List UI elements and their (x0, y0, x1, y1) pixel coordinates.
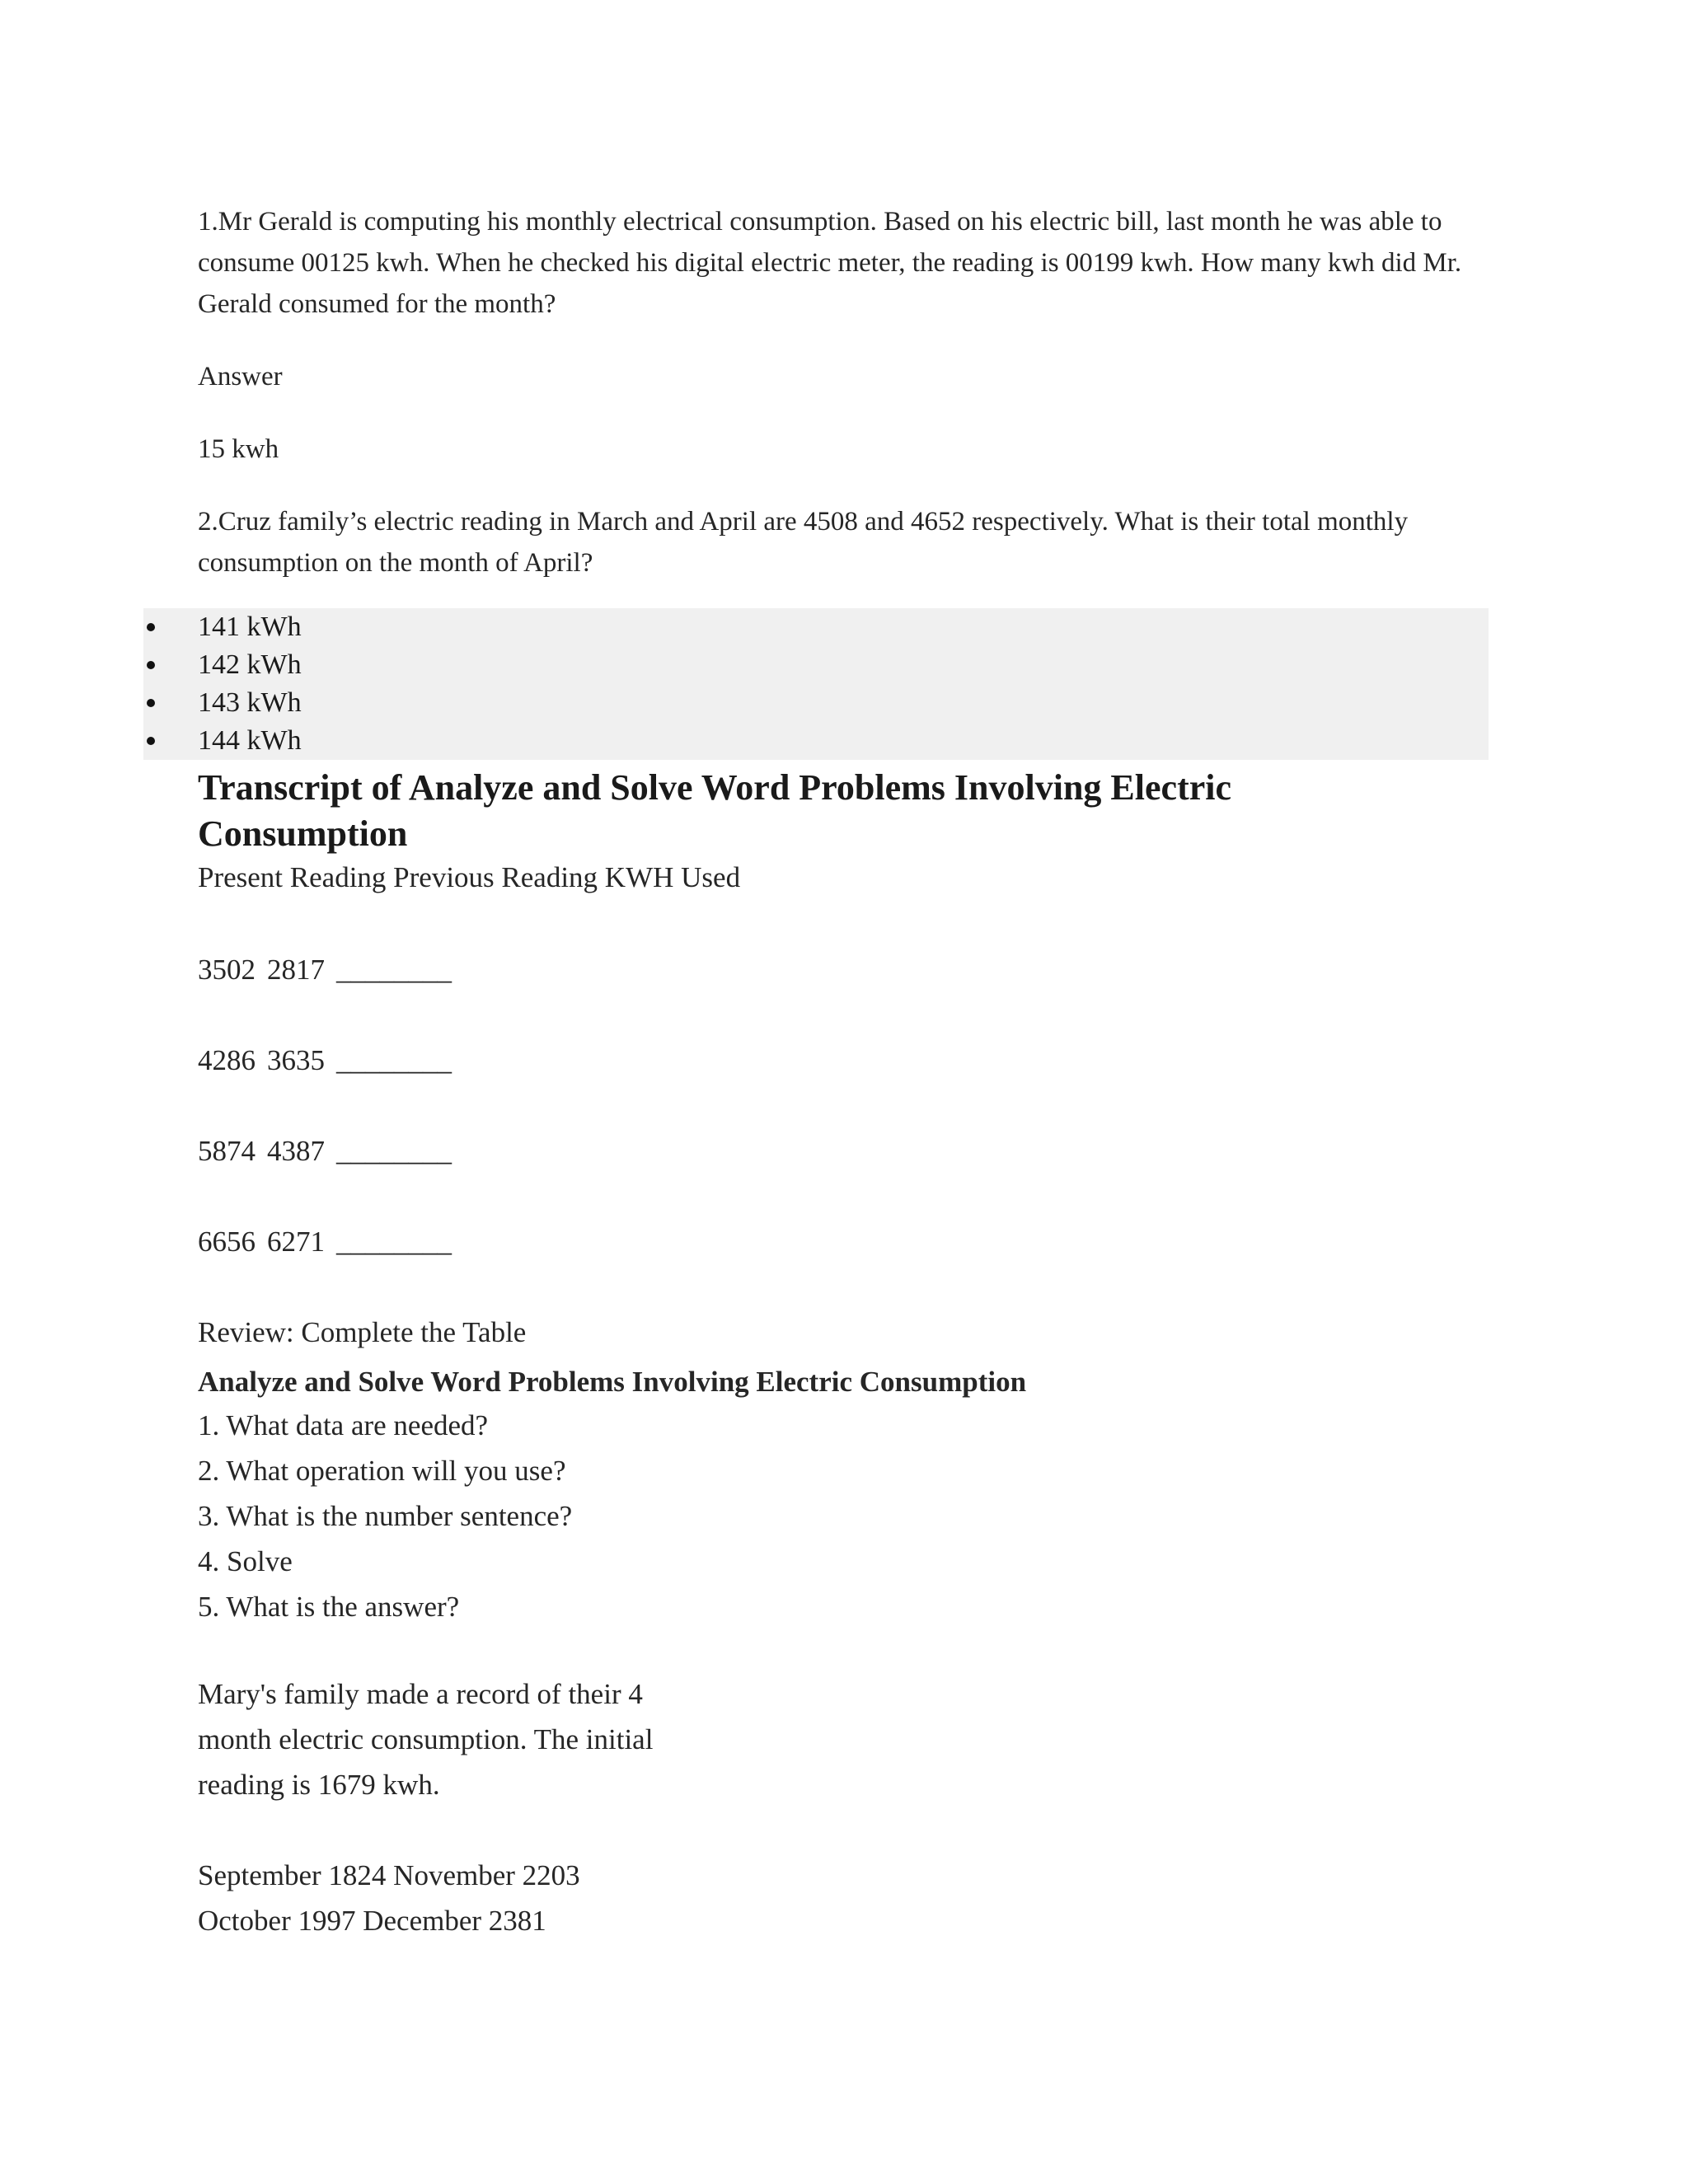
present-reading: 6656 (198, 1226, 256, 1258)
option-item (0, 608, 1489, 646)
steps-list (198, 1403, 572, 1629)
step-item: 3. What is the number sentence? (198, 1500, 573, 1532)
kwh-blank: ________ (336, 1044, 452, 1076)
step-item: 2. What operation will you use? (198, 1455, 566, 1487)
bullet-icon (147, 699, 155, 707)
transcript-heading: Transcript of Analyze and Solve Word Problems Involving Electric Consumption (198, 767, 1231, 854)
table-row (198, 1221, 452, 1263)
kwh-blank: ________ (336, 1135, 452, 1167)
option-item (0, 684, 1489, 722)
option-label: 143 kWh (198, 687, 302, 718)
question-1-answer-value: 15 kwh (198, 434, 279, 464)
present-reading: 5874 (198, 1135, 256, 1167)
present-reading: 4286 (198, 1044, 256, 1076)
option-label: 141 kWh (198, 612, 302, 642)
mary-problem-text: Mary's family made a record of their 4 month electric consumption. The initial reading is 1679 kwh. (198, 1678, 654, 1801)
monthly-readings (198, 1853, 940, 1943)
previous-reading: 2817 (267, 954, 325, 986)
option-label: 142 kWh (198, 649, 302, 680)
previous-reading: 6271 (267, 1226, 325, 1258)
step-item: 4. Solve (198, 1545, 293, 1577)
kwh-blank: ________ (336, 1226, 452, 1258)
step-item: 1. What data are needed? (198, 1409, 489, 1441)
present-reading: 3502 (198, 954, 256, 986)
bullet-icon (147, 737, 155, 745)
bullet-icon (147, 623, 155, 631)
question-1-answer-label: Answer (198, 362, 283, 391)
option-item (0, 722, 1489, 760)
bullet-icon (147, 661, 155, 669)
question-2-options (0, 608, 1489, 760)
table-header: Present Reading Previous Reading KWH Used (198, 861, 741, 893)
question-2-text: 2.Cruz family’s electric reading in March and April are 4508 and 4652 respectively. What is their total monthly consumption on the month of April? (198, 507, 1409, 578)
previous-reading: 4387 (267, 1135, 325, 1167)
kwh-blank: ________ (336, 954, 452, 986)
option-item (0, 646, 1489, 684)
previous-reading: 3635 (267, 1044, 325, 1076)
step-item: 5. What is the answer? (198, 1591, 460, 1623)
question-1-text: 1.Mr Gerald is computing his monthly electrical consumption. Based on his electric bill, last month he was able to consume 00125 kwh. When he checked his digital electric meter, the reading is 00199 kwh. How many kwh did Mr. Gerald consumed for the month? (198, 207, 1462, 319)
review-text: Review: Complete the Table (198, 1316, 527, 1348)
table-row (198, 1131, 452, 1172)
option-label: 144 kWh (198, 725, 302, 756)
months-line: September 1824 November 2203 (198, 1859, 580, 1891)
subheading: Analyze and Solve Word Problems Involving Electric Consumption (198, 1366, 1027, 1398)
table-row (198, 949, 452, 991)
months-line: October 1997 December 2381 (198, 1905, 546, 1937)
table-row (198, 1040, 452, 1081)
